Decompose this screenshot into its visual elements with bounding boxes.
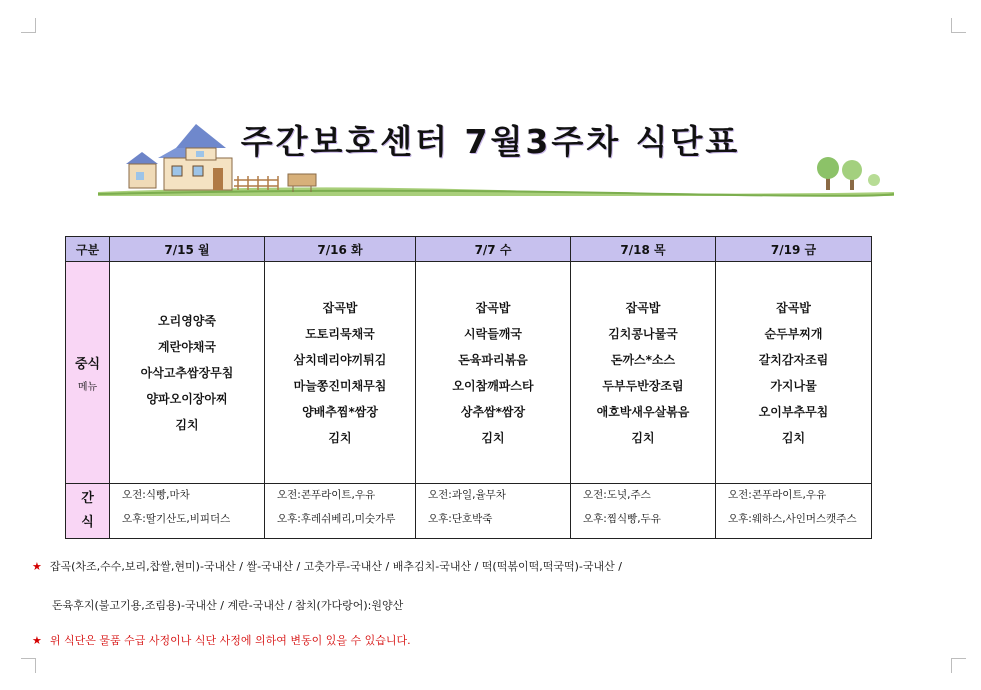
weekly-menu-table <box>65 236 872 539</box>
menu-item: 김치 <box>175 417 199 432</box>
snack-pm: 오후:후레쉬베리,미숫가루 <box>277 513 396 525</box>
menu-item: 갈치감자조림 <box>758 352 829 367</box>
menu-item: 김치 <box>328 430 352 445</box>
origin-note-line-2 <box>52 597 403 613</box>
lunch-cell-thu <box>571 262 716 484</box>
warning-text: 위 식단은 물품 수급 사정이나 식단 사정에 의하여 변동이 있을 수 있습니다. <box>49 634 411 647</box>
menu-item: 잡곡밥 <box>625 300 661 315</box>
snack-pm: 오후:단호박죽 <box>428 513 493 525</box>
origin-text-1: 잡곡(차조,수수,보리,찹쌀,현미)-국내산 / 쌀-국내산 / 고춧가루-국내산 / 배추김치-국내산 / 떡(떡볶이떡,떡국떡)-국내산 / <box>49 560 622 573</box>
snack-pm: 오후:딸기산도,비피더스 <box>122 513 231 525</box>
menu-item: 도토리묵채국 <box>305 326 375 341</box>
snack-cell-thu <box>571 484 716 539</box>
menu-item: 애호박새우살볶음 <box>596 404 690 419</box>
menu-item: 아삭고추쌈장무침 <box>140 365 234 380</box>
menu-item: 순두부찌개 <box>764 326 823 341</box>
menu-item: 잡곡밥 <box>776 300 811 315</box>
menu-item: 두부두반장조림 <box>602 378 684 393</box>
snack-am: 오전:과일,율무차 <box>428 489 506 501</box>
snack-pm: 오후:찜식빵,두유 <box>583 513 661 525</box>
corner-label: 구분 <box>66 237 110 262</box>
menu-item: 김치 <box>781 430 806 445</box>
snack-cell-fri <box>716 484 872 539</box>
menu-item: 오리영양죽 <box>158 313 216 328</box>
menu-item: 김치 <box>481 430 505 445</box>
snack-cell-tue <box>265 484 416 539</box>
menu-item: 잡곡밥 <box>322 300 358 315</box>
lunch-row-label <box>66 262 110 484</box>
snack-label-1: 간 <box>81 491 94 506</box>
star-icon: ★ <box>32 634 42 647</box>
day-header-tue: 7/16 화 <box>265 237 416 262</box>
day-header-wed: 7/7 수 <box>416 237 571 262</box>
star-icon: ★ <box>32 560 42 573</box>
menu-item: 가지나물 <box>770 378 817 393</box>
origin-note-line-1 <box>32 558 622 574</box>
crop-mark-top-right <box>951 18 966 33</box>
crop-mark-bottom-left <box>21 658 36 673</box>
menu-item: 돈육파리볶음 <box>458 352 528 367</box>
snack-pm: 오후:웨하스,사인머스캣주스 <box>728 513 857 525</box>
day-header-fri: 7/19 금 <box>716 237 872 262</box>
menu-item: 삼치데리야끼튀김 <box>293 352 387 367</box>
snack-am: 오전:식빵,마차 <box>122 489 190 501</box>
menu-item: 잡곡밥 <box>475 300 511 315</box>
snack-am: 오전:콘푸라이트,우유 <box>728 489 827 501</box>
lunch-cell-tue <box>265 262 416 484</box>
lunch-cell-wed <box>416 262 571 484</box>
header-row <box>66 237 872 262</box>
change-warning-note <box>32 632 411 648</box>
snack-row <box>66 484 872 539</box>
day-header-thu: 7/18 목 <box>571 237 716 262</box>
lunch-label-1: 중식 <box>74 356 101 372</box>
menu-item: 돈까스*소스 <box>610 352 676 367</box>
crop-mark-top-left <box>21 18 36 33</box>
page-title: 주간보호센터 7월3주차 식단표 <box>240 122 741 161</box>
day-header-mon: 7/15 월 <box>110 237 265 262</box>
snack-am: 오전:도넛,주스 <box>583 489 651 501</box>
lunch-cell-fri <box>716 262 872 484</box>
origin-text-2: 돈육후지(불고기용,조림용)-국내산 / 계란-국내산 / 참치(가다랑어):원양산 <box>52 599 404 612</box>
snack-cell-wed <box>416 484 571 539</box>
menu-item: 마늘쫑진미채무침 <box>293 378 387 393</box>
menu-item: 김치콩나물국 <box>608 326 678 341</box>
crop-mark-bottom-right <box>951 658 966 673</box>
snack-cell-mon <box>110 484 265 539</box>
menu-item: 양파오이장아찌 <box>146 391 228 406</box>
menu-item: 양배추찜*쌈장 <box>302 404 378 419</box>
menu-item: 김치 <box>631 430 655 445</box>
menu-item: 계란야채국 <box>158 339 216 354</box>
menu-item: 상추쌈*쌈장 <box>460 404 526 419</box>
menu-item: 오이참깨파스타 <box>452 378 534 393</box>
menu-item: 시락들깨국 <box>464 326 522 341</box>
snack-label-2: 식 <box>81 515 94 530</box>
lunch-row <box>66 262 872 484</box>
lunch-cell-mon <box>110 262 265 484</box>
snack-row-label <box>66 484 110 539</box>
lunch-label-2: 메뉴 <box>77 381 98 393</box>
snack-am: 오전:콘푸라이트,우유 <box>277 489 376 501</box>
menu-item: 오이부추무침 <box>758 404 829 419</box>
